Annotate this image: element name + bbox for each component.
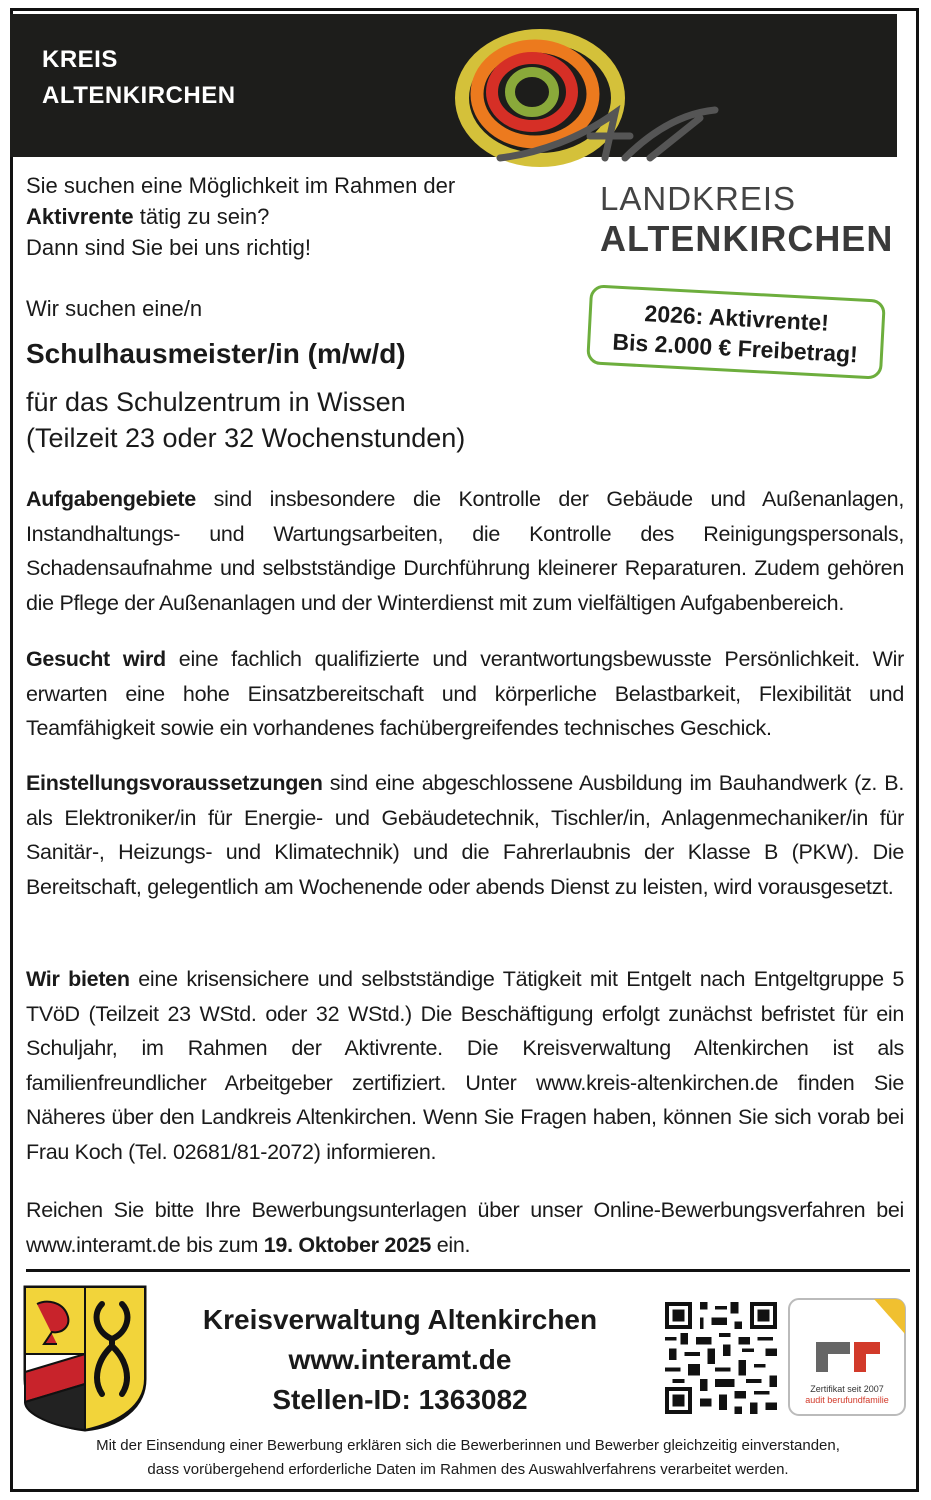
- section-text: sind insbesondere die Kontrolle der Gebäude und Außenanlagen, Instandhaltungs- und Wartungsarbeiten, die Kontrolle des Reinigungspersonals, Schadensaufnahme und selbstständige Durchführung kleinerer Reparaturen. Zudem gehören die Pflege der Außenanlagen und der Winterdienst mit zum vielfältigen Aufgabenbereich.: [26, 487, 904, 615]
- apply-end: ein.: [431, 1232, 471, 1257]
- job-location: für das Schulzentrum in Wissen: [26, 387, 406, 417]
- org-name: Kreisverwaltung Altenkirchen: [202, 1304, 598, 1335]
- aktivrente-badge: [586, 284, 886, 379]
- apply-url[interactable]: www.interamt.de: [288, 1344, 512, 1375]
- job-hours: (Teilzeit 23 oder 32 Wochenstunden): [26, 423, 466, 453]
- header-line-1: KREIS: [42, 46, 118, 73]
- privacy-line-1: Mit der Einsendung einer Bewerbung erklären sich die Bewerberinnen und Bewerber gleichzeitig einverstanden,: [96, 1437, 840, 1454]
- logo-text-altenkirchen: ALTENKIRCHEN: [600, 218, 894, 259]
- badge-line-2: Bis 2.000 € Freibetrag!: [611, 328, 859, 368]
- family-audit-certificate: [788, 1298, 906, 1416]
- logo-text-landkreis: LANDKREIS: [600, 180, 797, 217]
- section-offer: [26, 962, 904, 1169]
- intro-line-2-rest: tätig zu sein?: [133, 204, 270, 229]
- section-requirements: [26, 766, 904, 904]
- certificate-line-2: audit berufundfamilie: [805, 1395, 889, 1405]
- privacy-line-2: dass vorübergehend erforderliche Daten im Rahmen des Auswahlverfahrens verarbeitet werden.: [147, 1461, 789, 1478]
- intro-line-2: [26, 201, 455, 232]
- header-line-2: ALTENKIRCHEN: [42, 82, 236, 109]
- certificate-seal-icon: [788, 1298, 906, 1416]
- apply-intro: Reichen Sie bitte Ihre Bewerbungsunterlagen über unser Online-Bewerbungsverfahren bei www.interamt.de bis zum: [26, 1198, 904, 1257]
- qr-code-icon[interactable]: [665, 1302, 777, 1414]
- job-title: Schulhausmeister/in (m/w/d): [26, 338, 406, 369]
- section-lead: Aufgabengebiete: [26, 487, 196, 511]
- coat-of-arms-icon: [22, 1284, 148, 1432]
- seek-text: Wir suchen eine/n: [26, 296, 203, 321]
- section-lead: Wir bieten: [26, 967, 130, 991]
- section-lead: Gesucht wird: [26, 647, 166, 671]
- job-subtitle: [26, 384, 465, 456]
- section-text: eine krisensichere und selbstständige Tätigkeit mit Entgelt nach Entgeltgruppe 5 TVöD (Teilzeit 23 WStd. oder 32 WStd.) Die Beschäftigung erfolgt zunächst befristet für ein Schuljahr, im Rahmen der Aktivrente. Die Kreisverwaltung Altenkirchen ist als familienfreundlicher Arbeitgeber zertifiziert. Unter www.kreis-altenkirchen.de finden Sie Näheres über den Landkreis Altenkirchen. Wenn Sie Fragen haben, können Sie sich vorab bei Frau Koch (Tel. 02681/81-2072) informieren.: [26, 967, 904, 1164]
- badge-line-1: 2026: Aktivrente!: [643, 300, 830, 336]
- intro-aktivrente: Aktivrente: [26, 204, 134, 229]
- header-district-name: [42, 42, 236, 114]
- job-id: Stellen-ID: 1363082: [272, 1384, 528, 1415]
- section-tasks: [26, 482, 904, 620]
- landkreis-logo-icon: [440, 18, 720, 193]
- section-text: eine fachlich qualifizierte und verantwortungsbewusste Persönlichkeit. Wir erwarten eine hohe Einsatzbereitschaft und körperliche Belastbarkeit, Flexibilität und Teamfähigkeit sowie ein vorhandenes fachübergreifendes technisches Geschick.: [26, 647, 904, 740]
- intro-line-1: Sie suchen eine Möglichkeit im Rahmen der: [26, 173, 456, 198]
- intro-text: [26, 170, 455, 263]
- intro-line-3: Dann sind Sie bei uns richtig!: [26, 235, 311, 260]
- certificate-line-1: Zertifikat seit 2007: [810, 1384, 884, 1394]
- section-text: sind eine abgeschlossene Ausbildung im Bauhandwerk (z. B. als Elektroniker/in für Energie- und Gebäudetechnik, Tischler/in, Anlagenmechaniker/in für Sanitär-, Heizungs- und Klimatechnik) und die Fahrerlaubnis der Klasse B (PKW). Die Bereitschaft, gelegentlich am Wochenende oder abends Dienst zu leisten, wird vorausgesetzt.: [26, 771, 904, 899]
- contact-block: [160, 1300, 640, 1420]
- privacy-notice: [26, 1434, 910, 1482]
- apply-text: [26, 1193, 904, 1262]
- apply-deadline: 19. Oktober 2025: [263, 1232, 432, 1257]
- section-profile: [26, 642, 904, 746]
- section-lead: Einstellungsvoraussetzungen: [26, 771, 323, 795]
- divider: [26, 1269, 910, 1272]
